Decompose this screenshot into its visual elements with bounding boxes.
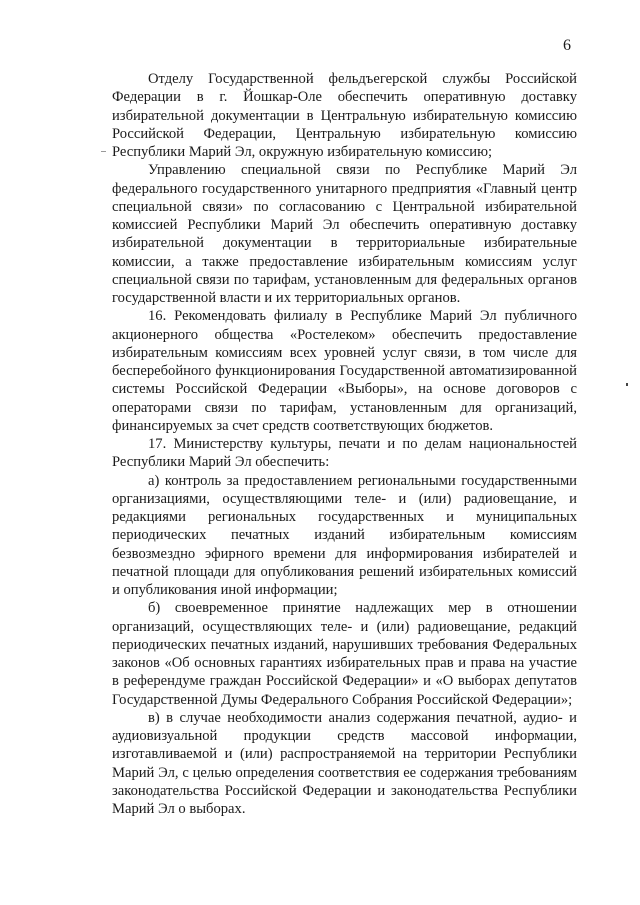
document-body	[112, 70, 577, 818]
paragraph-item-17-a: а) контроль за предоставлением региональными государственными организациями, осуществляющими теле- и (или) радиовещание, и редакциями региональных государственных и муниципальных периодических печатных изданий избирательным комиссиям безвозмездно эфирного времени для информирования избирателей и печатной площади для опубликования решений избирательных комиссий и опубликования иной информации;	[112, 472, 577, 598]
paragraph-item-17-b: б) своевременное принятие надлежащих мер в отношении организаций, осуществляющих теле- и (или) радиовещание, редакций периодических печатных изданий, нарушивших требования Федеральных законов «Об основных гарантиях избирательных прав и права на участие в референдуме граждан Российской Федерации» и «О выборах депутатов Государственной Думы Федерального Собрания Российской Федерации»;	[112, 600, 577, 708]
scan-mark	[101, 151, 106, 152]
paragraph-courier-service: Отделу Государственной фельдъегерской службы Российской Федерации в г. Йошкар-Оле обеспечить оперативную доставку избирательной документации в Центральную избирательную комиссию Российской Федерации, Центральную избирательную комиссию Республики Марий Эл, окружную избирательную комиссию;	[112, 71, 577, 160]
paragraph-special-communications: Управлению специальной связи по Республике Марий Эл федерального государственного унитарного предприятия «Главный центр специальной связи» по согласованию с Центральной избирательной комиссией Республики Марий Эл обеспечить оперативную доставку избирательной документации в территориальные избирательные комиссии, а также предоставление избирательным комиссиям услуг специальной связи по тарифам, установленным для федеральных органов государственной власти и их территориальных органов.	[112, 162, 577, 306]
paragraph-item-17-v: в) в случае необходимости анализ содержания печатной, аудио- и аудиовизуальной продукции средств массовой информации, изготавливаемой и (или) распространяемой на территории Республики Марий Эл, с целью определения соответствия ее содержания требованиям законодательства Российской Федерации и законодательства Республики Марий Эл о выборах.	[112, 709, 577, 817]
paragraph-item-16: 16. Рекомендовать филиалу в Республике Марий Эл публичного акционерного общества «Ростелеком» обеспечить предоставление избирательным комиссиям всех уровней услуг связи, в том числе для бесперебойного функционирования Государственной автоматизированной системы Российской Федерации «Выборы», на основе договоров с операторами связи по тарифам, установленным для организаций, финансируемых за счет средств соответствующих бюджетов.	[112, 308, 577, 434]
paragraph-item-17: 17. Министерству культуры, печати и по делам национальностей Республики Марий Эл обеспечить:	[112, 436, 577, 471]
page-number: 6	[563, 37, 571, 54]
scan-mark	[626, 383, 628, 386]
